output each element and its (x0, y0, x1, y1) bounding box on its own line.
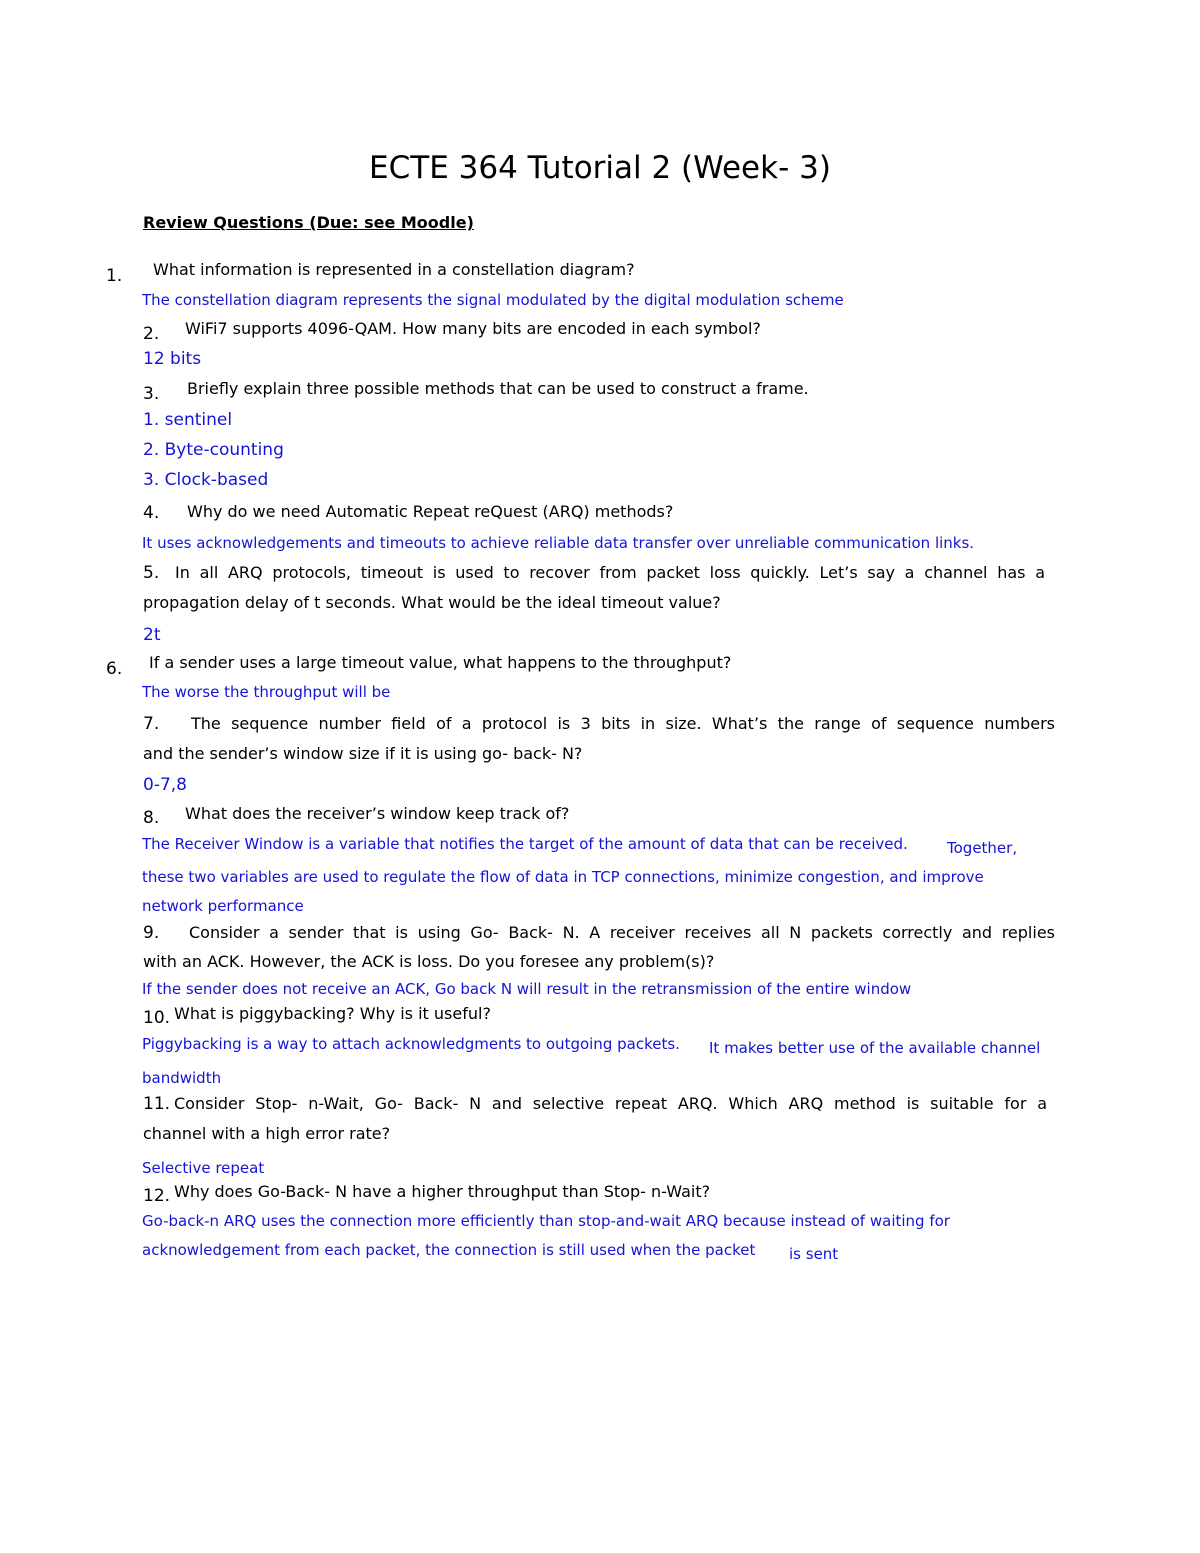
question-text: Why does Go-Back- N have a higher throughput than Stop- n-Wait? (174, 1182, 711, 1201)
question-text: What is piggybacking? Why is it useful? (174, 1004, 491, 1023)
section-heading: Review Questions (Due: see Moodle) (143, 213, 474, 232)
page-title: ECTE 364 Tutorial 2 (Week- 3) (369, 150, 831, 186)
question-text: The sequence number field of a protocol is 3 bits in size. What’s the range of sequence numbers (191, 714, 1055, 733)
question-text: Consider a sender that is using Go- Back- N. A receiver receives all N packets correctly and replies (189, 923, 1055, 942)
question-text: What information is represented in a constellation diagram? (153, 260, 635, 279)
question-number: 5. (143, 563, 160, 583)
question-number: 7. (143, 714, 160, 734)
answer-text: network performance (142, 897, 304, 915)
question-number: 3. (143, 384, 160, 404)
answer-text: 0-7,8 (143, 775, 187, 795)
answer-list-item: 1. sentinel (143, 410, 233, 430)
question-text: If a sender uses a large timeout value, what happens to the throughput? (149, 653, 732, 672)
answer-text: The worse the throughput will be (142, 683, 391, 701)
answer-text: Together, (947, 839, 1018, 857)
question-number: 10. (143, 1008, 171, 1028)
question-text: Consider Stop- n-Wait, Go- Back- N and selective repeat ARQ. Which ARQ method is suitable for a (174, 1094, 1047, 1113)
answer-text: is sent (789, 1245, 839, 1263)
question-text: Why do we need Automatic Repeat reQuest (ARQ) methods? (187, 502, 674, 521)
question-text: Briefly explain three possible methods that can be used to construct a frame. (187, 379, 809, 398)
answer-text: The Receiver Window is a variable that notifies the target of the amount of data that can be received. (142, 835, 908, 853)
question-number: 11. (143, 1094, 171, 1114)
answer-text: If the sender does not receive an ACK, Go back N will result in the retransmission of the entire window (142, 980, 912, 998)
answer-text: Go-back-n ARQ uses the connection more efficiently than stop-and-wait ARQ because instead of waiting for (142, 1212, 950, 1230)
question-number: 9. (143, 923, 160, 943)
question-text: propagation delay of t seconds. What would be the ideal timeout value? (143, 593, 721, 612)
answer-text: Piggybacking is a way to attach acknowledgments to outgoing packets. (142, 1035, 680, 1053)
answer-list-item: 2. Byte-counting (143, 440, 284, 460)
question-text: In all ARQ protocols, timeout is used to recover from packet loss quickly. Let’s say a channel has a (175, 563, 1045, 582)
answer-text: 2t (143, 625, 161, 645)
answer-text: 12 bits (143, 349, 202, 369)
question-number: 1. (106, 266, 123, 286)
answer-text: It uses acknowledgements and timeouts to achieve reliable data transfer over unreliable communication links. (142, 534, 975, 552)
answer-text: Selective repeat (142, 1159, 265, 1177)
question-text: with an ACK. However, the ACK is loss. Do you foresee any problem(s)? (143, 952, 715, 971)
answer-text: It makes better use of the available channel (709, 1039, 1041, 1057)
question-text: channel with a high error rate? (143, 1124, 391, 1143)
answer-list-item: 3. Clock-based (143, 470, 269, 490)
question-number: 4. (143, 503, 160, 523)
question-text: What does the receiver’s window keep track of? (185, 804, 570, 823)
question-number: 8. (143, 808, 160, 828)
answer-text: these two variables are used to regulate the flow of data in TCP connections, minimize congestion, and improve (142, 868, 984, 886)
question-number: 6. (106, 659, 123, 679)
question-text: and the sender’s window size if it is using go- back- N? (143, 744, 583, 763)
answer-text: The constellation diagram represents the signal modulated by the digital modulation scheme (142, 291, 844, 309)
question-number: 12. (143, 1186, 171, 1206)
answer-text: acknowledgement from each packet, the connection is still used when the packet (142, 1241, 756, 1259)
question-text: WiFi7 supports 4096-QAM. How many bits are encoded in each symbol? (185, 319, 761, 338)
answer-text: bandwidth (142, 1069, 222, 1087)
question-number: 2. (143, 324, 160, 344)
